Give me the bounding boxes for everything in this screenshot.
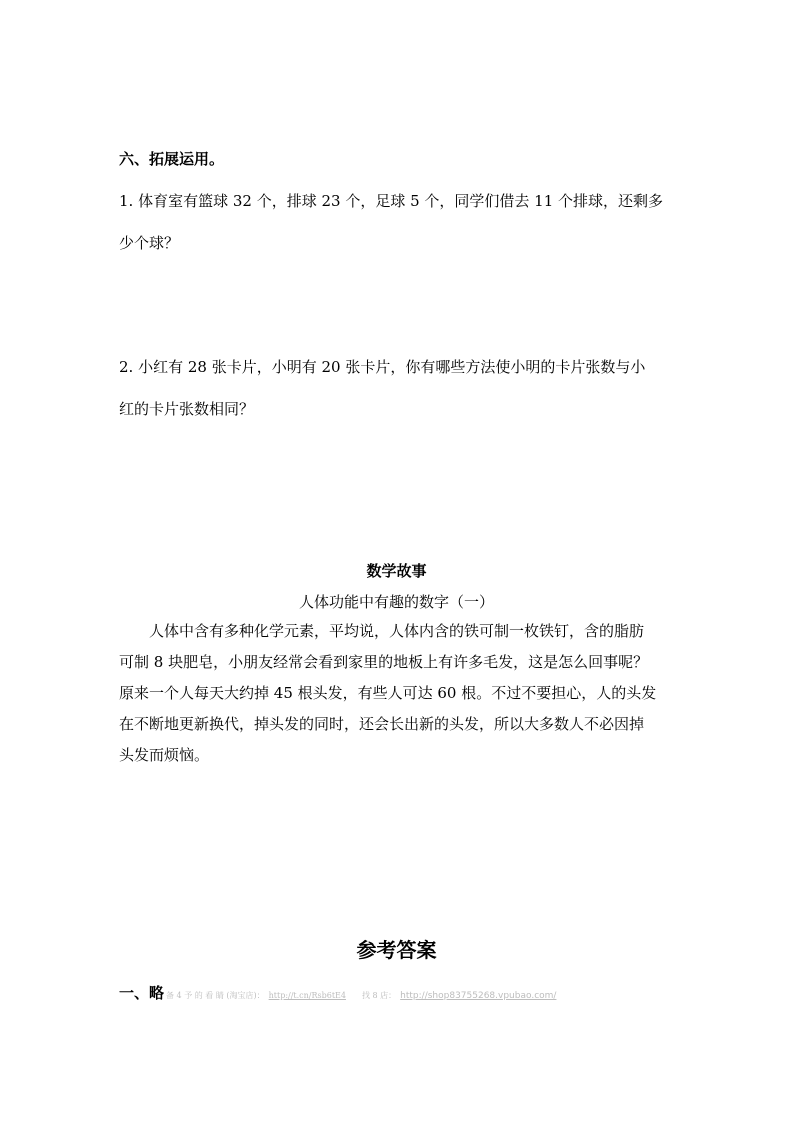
story-title: 数学故事 [366,562,427,580]
section-heading: 六、拓展运用。 [119,150,225,168]
answer-line [119,982,556,1003]
watermark-link-1[interactable]: http://t.cn/Rsb6tE4 [268,991,346,1000]
story-paragraph-line: 人体中含有多种化学元素，平均说，人体内含的铁可制一枚铁钉，含的脂肪 [119,622,645,640]
answer-item-1: 一、略 [119,984,165,1002]
question-1-line-1: 1. 体育室有篮球 32 个，排球 23 个，足球 5 个，同学们借去 11 个排球，还剩多 [119,192,664,210]
story-paragraph-line: 在不断地更新换代，掉头发的同时，还会长出新的头发，所以大多数人不必因掉 [119,715,645,733]
story-paragraph-line: 原来一个人每天大约掉 45 根头发，有些人可达 60 根。不过不要担心，人的头发 [119,684,657,702]
watermark-text-2: 找 8 店： [361,991,397,1000]
watermark-text: 备 4 予 的 看 睛 (淘宝店)： [166,991,265,1000]
question-2-line-2: 红的卡片张数相同？ [119,400,255,418]
story-subtitle: 人体功能中有趣的数字（一） [298,593,494,611]
story-paragraph-line: 头发而烦恼。 [119,746,210,764]
question-2-line-1: 2. 小红有 28 张卡片，小明有 20 张卡片，你有哪些方法使小明的卡片张数与小 [119,358,646,376]
story-paragraph-line: 可制 8 块肥皂，小朋友经常会看到家里的地板上有许多毛发，这是怎么回事呢？ [119,653,649,671]
question-1-line-2: 少个球？ [119,234,180,252]
answer-title: 参考答案 [356,938,437,962]
watermark-link-2[interactable]: http://shop83755268.vpubao.com/ [400,991,557,1001]
